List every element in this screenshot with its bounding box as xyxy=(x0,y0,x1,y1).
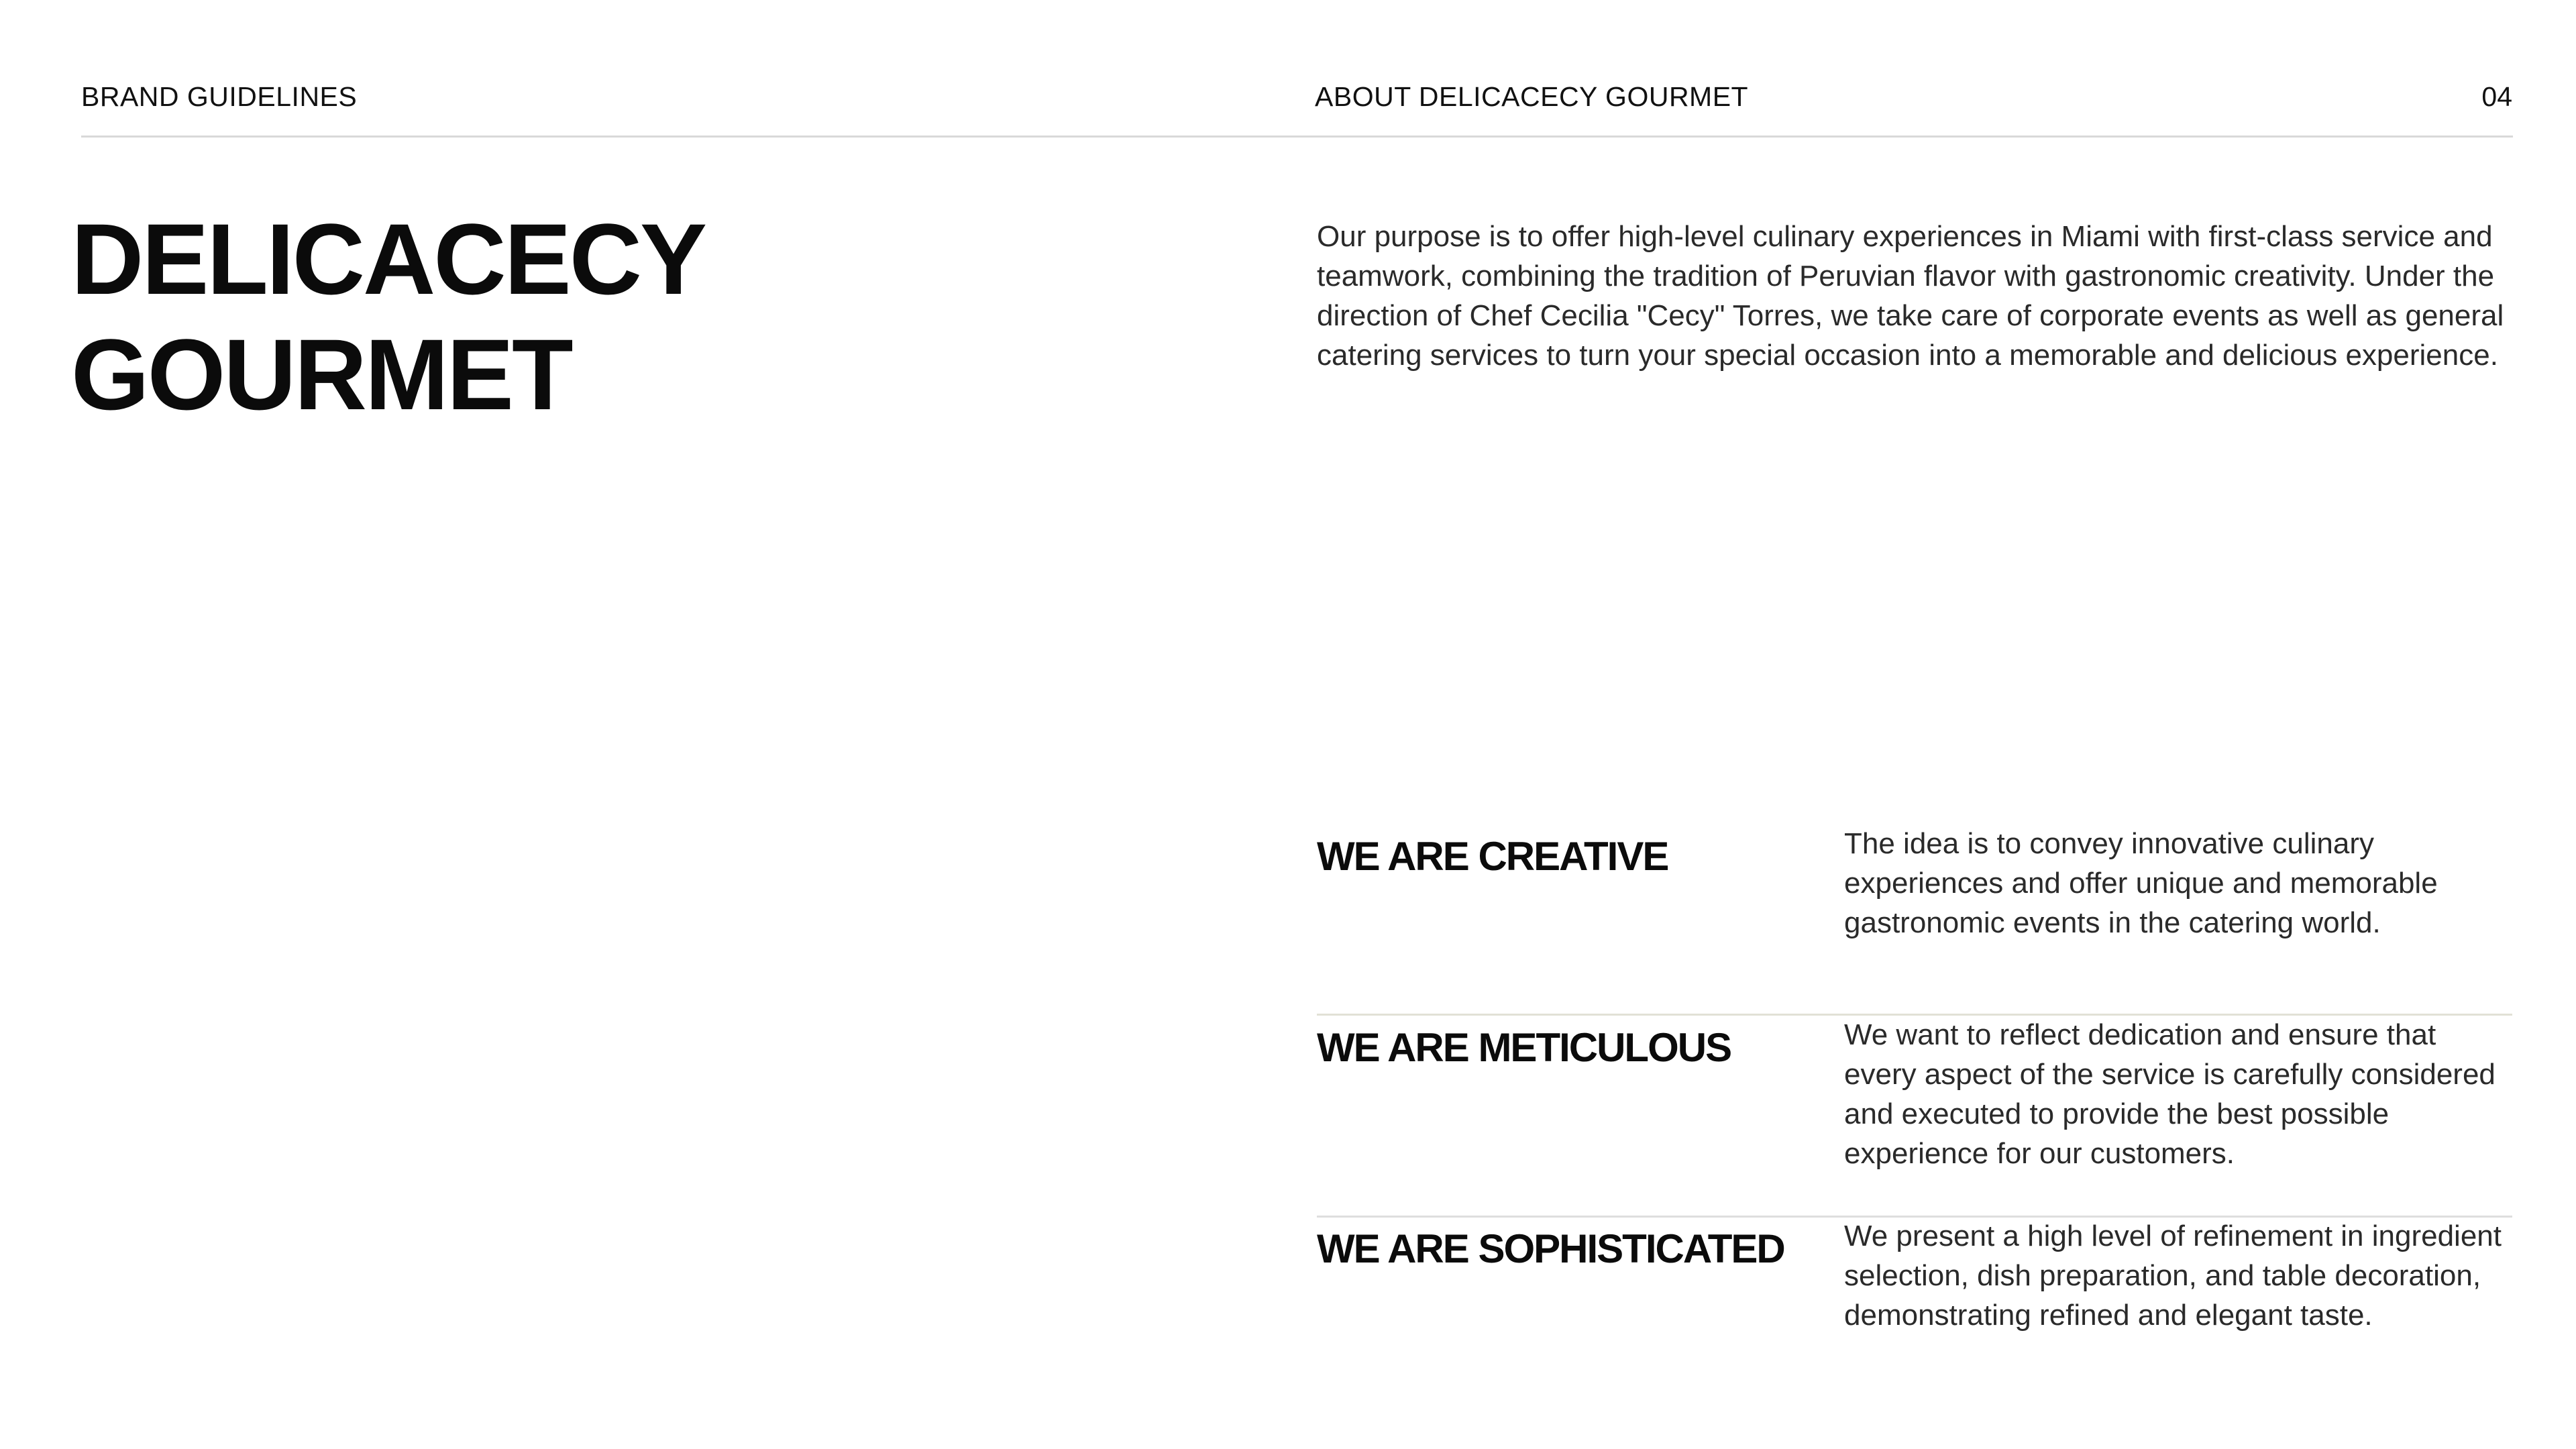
page-number: 04 xyxy=(2481,81,2512,112)
brand-values-list xyxy=(1317,824,2512,1424)
chapter-label: ABOUT DELICACECY GOURMET xyxy=(1315,81,1749,112)
value-heading-sophisticated: WE ARE SOPHISTICATED xyxy=(1317,1226,1784,1271)
brand-title xyxy=(71,201,705,432)
value-text-creative: The idea is to convey innovative culinary experiences and offer unique and memorable gastronomic events in the catering world. xyxy=(1844,827,2438,939)
brand-title-line-2: GOURMET xyxy=(71,318,572,431)
value-row-meticulous xyxy=(1317,1015,2512,1216)
value-text-meticulous: We want to reflect dedication and ensure that every aspect of the service is carefully considered and executed to provide the best possible experience for our customers. xyxy=(1844,1018,2496,1170)
value-row-creative xyxy=(1317,824,2512,1015)
brand-title-line-1: DELICACECY xyxy=(71,203,706,315)
value-divider-1 xyxy=(1317,1014,2512,1016)
value-text-sophisticated: We present a high level of refinement in ingredient selection, dish preparation, and table decoration, demonstrating refined and elegant taste. xyxy=(1844,1220,2502,1332)
purpose-paragraph: Our purpose is to offer high-level culinary experiences in Miami with first-class service and teamwork, combining the tradition of Peruvian flavor with gastronomic creativity. Under the direction of Chef Cecilia "Cecy" Torres, we take care of corporate events as well as general catering services to turn your special occasion into a memorable and delicious experience. xyxy=(1317,220,2504,372)
value-row-sophisticated xyxy=(1317,1216,2512,1424)
value-heading-creative: WE ARE CREATIVE xyxy=(1317,834,1668,879)
value-heading-meticulous: WE ARE METICULOUS xyxy=(1317,1025,1731,1070)
page-header xyxy=(0,0,2576,138)
section-label: BRAND GUIDELINES xyxy=(81,81,358,112)
header-divider xyxy=(81,136,2513,138)
value-divider-2 xyxy=(1317,1216,2512,1218)
